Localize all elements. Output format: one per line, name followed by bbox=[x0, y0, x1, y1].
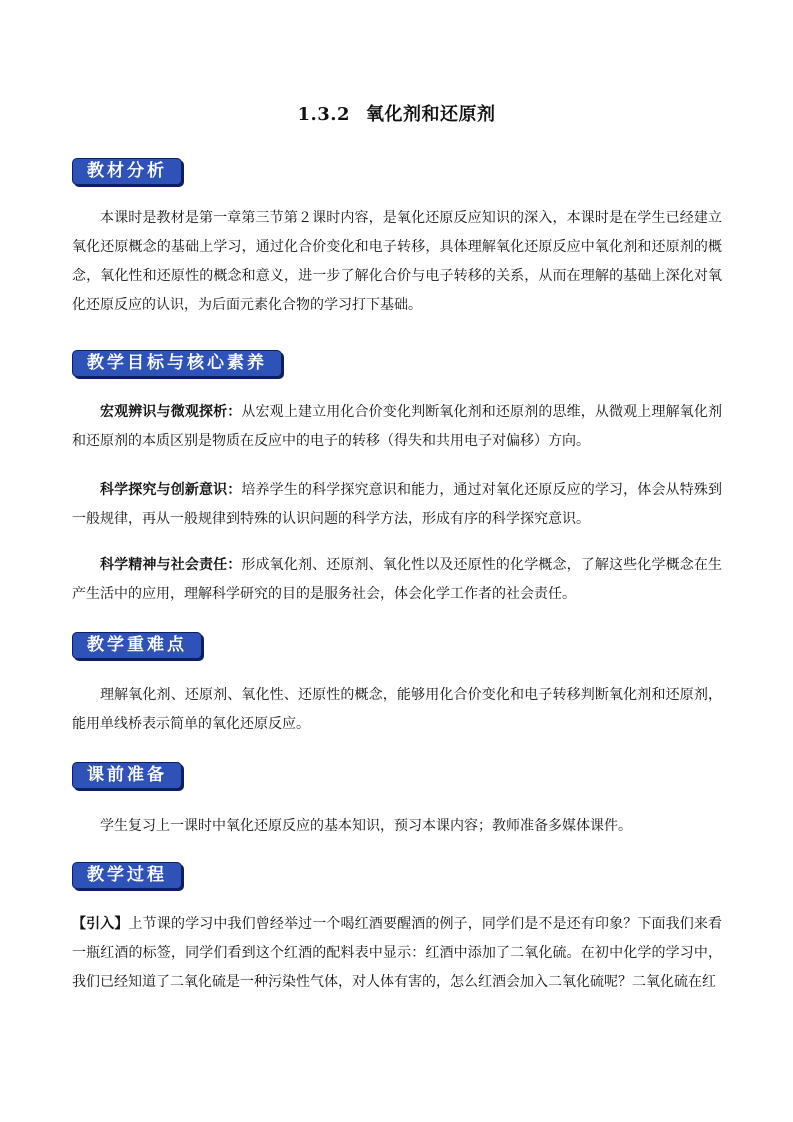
goal-label-3: 科学精神与社会责任： bbox=[100, 557, 242, 573]
analysis-paragraph: 本课时是教材是第一章第三节第２课时内容，是氧化还原反应知识的深入，本课时是在学生已经建立氧化还原概念的基础上学习，通过化合价变化和电子转移，具体理解氧化还原反应中氧化剂和还原剂的概念，氧化性和还原性的概念和意义，进一步了解化合价与电子转移的关系，从而在理解的基础上深化对氧化还原反应的认识，为后面元素化合物的学习打下基础。 bbox=[72, 210, 722, 313]
page-title bbox=[0, 100, 793, 126]
goal-text-1: 从宏观上建立用化合价变化判断氧化剂和还原剂的思维，从微观上理解氧化剂和还原剂的本质区别是物质在反应中的电子的转移（得失和共用电子对偏移）方向。 bbox=[72, 404, 723, 449]
goal-paragraph-1 bbox=[72, 398, 722, 456]
title-number: 1.3.2 bbox=[297, 104, 351, 125]
difficulty-paragraph: 理解氧化剂、还原剂、氧化性、还原性的概念，能够用化合价变化和电子转移判断氧化剂和还原剂，能用单线桥表示简单的氧化还原反应。 bbox=[72, 687, 722, 732]
section-heading-difficulty: 教学重难点 bbox=[72, 632, 202, 659]
goal-paragraph-3 bbox=[72, 551, 722, 609]
process-text: 上节课的学习中我们曾经举过一个喝红酒要醒酒的例子，同学们是不是还有印象？下面我们来看一瓶红酒的标签，同学们看到这个红酒的配料表中显示：红酒中添加了二氧化硫。在初中化学的学习中，我们已经知道了二氧化硫是一种污染性气体，对人体有害的，怎么红酒会加入二氧化硫呢？二氧化硫在红 bbox=[72, 916, 723, 990]
section-heading-analysis: 教材分析 bbox=[72, 158, 182, 185]
goal-label-1: 宏观辨识与微观探析： bbox=[100, 404, 242, 420]
prep-paragraph: 学生复习上一课时中氧化还原反应的基本知识，预习本课内容；教师准备多媒体课件。 bbox=[100, 818, 632, 834]
goal-paragraph-2 bbox=[72, 476, 722, 534]
goal-text-2: 培养学生的科学探究意识和能力，通过对氧化还原反应的学习，体会从特殊到一般规律，再从一般规律到特殊的认识问题的科学方法，形成有序的科学探究意识。 bbox=[72, 482, 723, 527]
title-text: 氧化剂和还原剂 bbox=[366, 104, 496, 125]
section-heading-prep: 课前准备 bbox=[72, 762, 182, 789]
section-heading-process: 教学过程 bbox=[72, 862, 182, 889]
section-heading-goals: 教学目标与核心素养 bbox=[72, 350, 282, 377]
process-paragraph bbox=[72, 910, 722, 997]
goal-text-3: 形成氧化剂、还原剂、氧化性以及还原性的化学概念，了解这些化学概念在生产生活中的应用，理解科学研究的目的是服务社会，体会化学工作者的社会责任。 bbox=[72, 557, 723, 602]
goal-label-2: 科学探究与创新意识： bbox=[100, 482, 242, 498]
process-label: 【引入】 bbox=[72, 916, 129, 932]
